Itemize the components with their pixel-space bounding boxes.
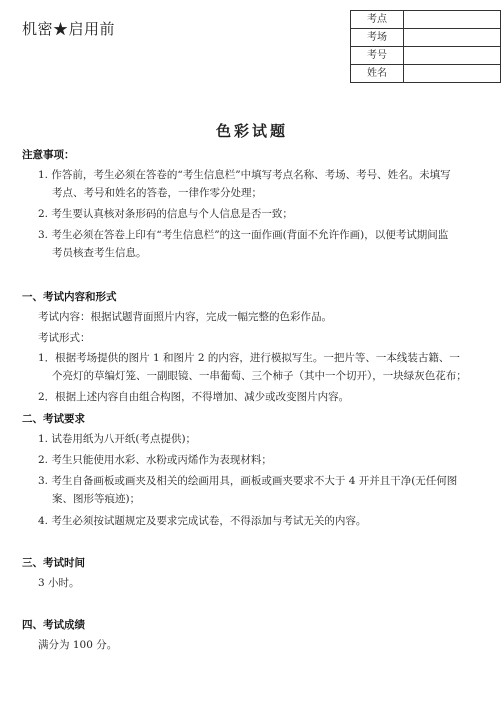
exam-duration: 3 小时。 [38, 577, 80, 589]
exam-form-item-continued: 个亮灯的草编灯笼、一副眼镜、一串葡萄、三个柿子（其中一个切开），一块绿灰色花布； [52, 370, 467, 382]
section-heading-score: 四、考试成绩 [22, 619, 85, 631]
info-label: 考号 [351, 47, 404, 65]
page-title: 色彩试题 [215, 122, 288, 140]
notes-item-continued: 考点、考号和姓名的答卷，一律作零分处理； [52, 187, 262, 199]
info-row-exam-site [351, 11, 501, 29]
info-row-exam-number [351, 47, 501, 65]
exam-form-item: 2．根据上述内容自由组合构图，不得增加、减少或改变图片内容。 [38, 391, 350, 403]
requirement-item-continued: 案、图形等痕迹)； [52, 493, 141, 505]
notes-item: 3. 考生必须在答卷上印有“考生信息栏”的这一面作画(背面不允许作画)，以便考试期间监 [38, 229, 449, 241]
requirement-item: 4. 考生必须按试题规定及要求完成试卷，不得添加与考试无关的内容。 [38, 515, 367, 527]
requirement-item: 1. 试卷用纸为八开纸(考点提供)； [38, 433, 197, 445]
notes-item: 2. 考生要认真核对条形码的信息与个人信息是否一致； [38, 208, 293, 220]
info-value-field[interactable] [404, 65, 501, 83]
notes-item-continued: 考员核查考生信息。 [52, 247, 147, 259]
section-heading-requirements: 二、考试要求 [22, 413, 85, 425]
requirement-item: 2. 考生只能使用水彩、水粉或丙烯作为表现材料； [38, 454, 272, 466]
info-value-field[interactable] [404, 47, 501, 65]
notes-item: 1. 作答前，考生必须在答卷的“考生信息栏”中填写考点名称、考场、考号、姓名。未填写 [38, 169, 451, 181]
info-label: 考场 [351, 29, 404, 47]
section-heading-content: 一、考试内容和形式 [22, 291, 117, 303]
notes-heading: 注意事项： [22, 149, 75, 161]
info-label: 考点 [351, 11, 404, 29]
requirement-item: 3. 考生自备画板或画夹及相关的绘画用具，画板或画夹要求不大于 4 开并且干净(无任何图 [38, 475, 458, 487]
info-label: 姓名 [351, 65, 404, 83]
info-row-exam-room [351, 29, 501, 47]
exam-form-label: 考试形式： [38, 332, 91, 344]
confidential-mark: 机密★启用前 [22, 20, 116, 38]
exam-form-item: 1．根据考场提供的图片 1 和图片 2 的内容，进行模拟写生。一把片等、一本线装古籍、一 [38, 352, 460, 364]
candidate-info-table [350, 10, 501, 83]
info-row-name [351, 65, 501, 83]
section-heading-time: 三、考试时间 [22, 557, 85, 569]
full-score: 满分为 100 分。 [38, 639, 118, 651]
exam-content-text: 考试内容：根据试题背面照片内容，完成一幅完整的色彩作品。 [38, 311, 332, 323]
info-value-field[interactable] [404, 29, 501, 47]
info-value-field[interactable] [404, 11, 501, 29]
